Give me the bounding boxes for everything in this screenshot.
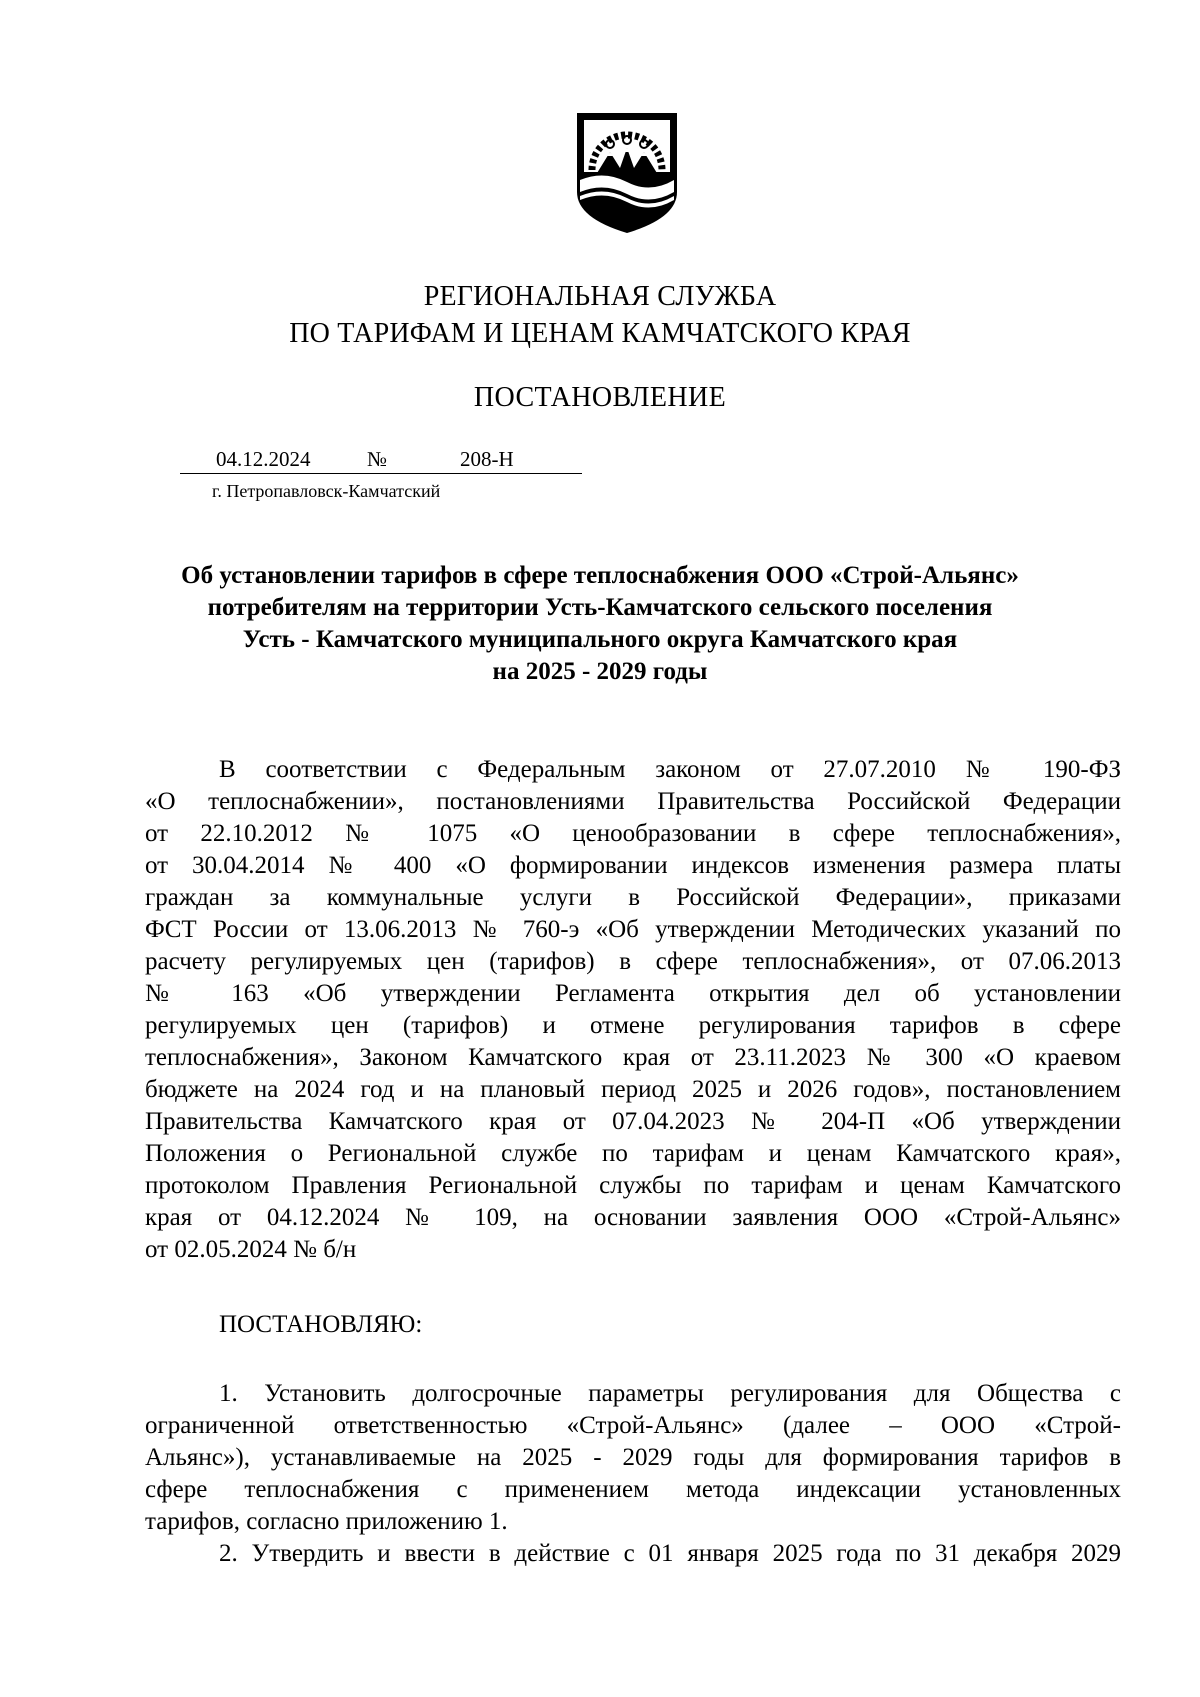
document-date: 04.12.2024 bbox=[216, 447, 311, 471]
preamble-line: расчету регулируемых цен (тарифов) в сфере теплоснабжения», от 07.06.2013 bbox=[145, 948, 1121, 975]
document-title-line: на 2025 - 2029 годы bbox=[492, 658, 708, 685]
kamchatka-coat-of-arms-icon bbox=[574, 110, 680, 236]
document-title-line: Усть - Камчатского муниципального округа Камчатского края bbox=[242, 626, 958, 653]
preamble-line: теплоснабжения», Законом Камчатского края от 23.11.2023 № 300 «О краевом bbox=[145, 1044, 1121, 1071]
preamble-line: края от 04.12.2024 № 109, на основании заявления ООО «Строй-Альянс» bbox=[145, 1204, 1121, 1231]
decree-heading: ПОСТАНОВЛЯЮ: bbox=[219, 1311, 423, 1338]
document-city: г. Петропавловск-Камчатский bbox=[212, 481, 441, 501]
preamble-line: В соответствии с Федеральным законом от 27.07.2010 № 190-ФЗ bbox=[219, 756, 1121, 783]
organization-name-line2: ПО ТАРИФАМ И ЦЕНАМ КАМЧАТСКОГО КРАЯ bbox=[289, 318, 911, 349]
meta-underline bbox=[180, 473, 582, 474]
preamble-line: от 30.04.2014 № 400 «О формировании индексов изменения размера платы bbox=[145, 852, 1121, 879]
preamble-line: граждан за коммунальные услуги в Российской Федерации», приказами bbox=[145, 884, 1121, 911]
organization-name-line1: РЕГИОНАЛЬНАЯ СЛУЖБА bbox=[423, 281, 777, 312]
preamble-line: протоколом Правления Региональной службы по тарифам и ценам Камчатского bbox=[145, 1172, 1121, 1199]
item1-line: тарифов, согласно приложению 1. bbox=[145, 1508, 508, 1535]
document-title-line: потребителям на территории Усть-Камчатского сельского поселения bbox=[207, 594, 993, 621]
preamble-line: от 22.10.2012 № 1075 «О ценообразовании в сфере теплоснабжения», bbox=[145, 820, 1121, 847]
document-title-line: Об установлении тарифов в сфере теплоснабжения ООО «Строй-Альянс» bbox=[181, 562, 1019, 589]
document-meta-row bbox=[180, 446, 582, 476]
preamble-line: Положения о Региональной службе по тарифам и ценам Камчатского края», bbox=[145, 1140, 1121, 1167]
item1-line: 1. Установить долгосрочные параметры регулирования для Общества с bbox=[219, 1380, 1121, 1407]
preamble-line: бюджете на 2024 год и на плановый период 2025 и 2026 годов», постановлением bbox=[145, 1076, 1121, 1103]
item1-line: сфере теплоснабжения с применением метода индексации установленных bbox=[145, 1476, 1121, 1503]
document-type: ПОСТАНОВЛЕНИЕ bbox=[473, 382, 727, 413]
preamble-line: «О теплоснабжении», постановлениями Правительства Российской Федерации bbox=[145, 788, 1121, 815]
item1-line: Альянс»), устанавливаемые на 2025 - 2029 годы для формирования тарифов в bbox=[145, 1444, 1121, 1471]
preamble-line: регулируемых цен (тарифов) и отмене регулирования тарифов в сфере bbox=[145, 1012, 1121, 1039]
preamble-line: от 02.05.2024 № б/н bbox=[145, 1236, 357, 1263]
preamble-line: Правительства Камчатского края от 07.04.2023 № 204-П «Об утверждении bbox=[145, 1108, 1121, 1135]
preamble-line: ФСТ России от 13.06.2013 № 760-э «Об утверждении Методических указаний по bbox=[145, 916, 1121, 943]
number-sign: № bbox=[367, 447, 388, 471]
document-number: 208-Н bbox=[460, 447, 514, 471]
preamble-line: № 163 «Об утверждении Регламента открытия дел об установлении bbox=[145, 980, 1121, 1007]
item1-line: ограниченной ответственностью «Строй-Альянс» (далее – ООО «Строй- bbox=[145, 1412, 1121, 1439]
item2-line: 2. Утвердить и ввести в действие с 01 января 2025 года по 31 декабря 2029 bbox=[219, 1540, 1121, 1567]
